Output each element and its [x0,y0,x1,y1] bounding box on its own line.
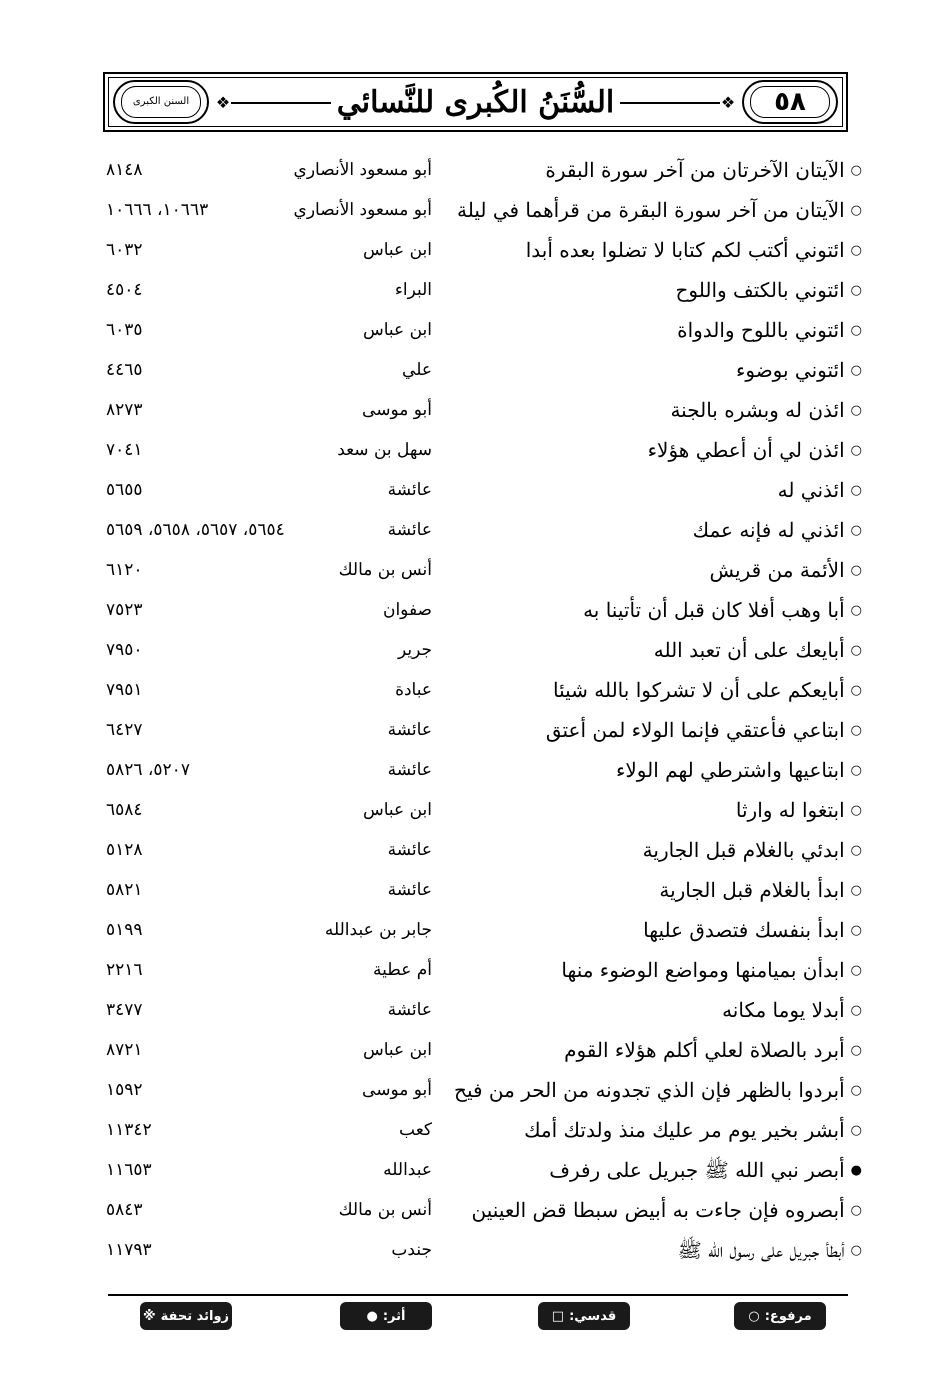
hadith-numbers: ٢٢١٦ [106,960,143,980]
hadith-numbers: ٥١٩٩ [106,920,143,940]
list-item [0,790,946,830]
hadith-text: ○ ابدأ بالغلام قبل الجارية [659,878,862,902]
open-circle-icon: ○ [748,1308,760,1324]
narrator: أم عطية [373,960,432,980]
list-item [0,1070,946,1110]
marfu-marker-icon: ○ [850,1042,862,1058]
narrator: عبادة [395,680,432,700]
narrator: جرير [398,640,432,660]
hadith-numbers: ١١٣٤٢ [106,1120,152,1140]
list-item [0,750,946,790]
narrator: سهل بن سعد [337,440,432,460]
marfu-marker-icon: ○ [850,1082,862,1098]
hadith-numbers: ٧٥٢٣ [106,600,143,620]
list-item [0,870,946,910]
list-item [0,910,946,950]
narrator: أبو مسعود الأنصاري [293,200,432,220]
narrator: ابن عباس [362,800,432,820]
hadith-numbers: ٥٦٥٤، ٥٦٥٧، ٥٦٥٨، ٥٦٥٩ [106,520,285,540]
narrator: أنس بن مالك [338,1200,432,1220]
marfu-marker-icon: ○ [850,642,862,658]
hadith-numbers: ٧٩٥٠ [106,640,143,660]
hadith-numbers: ٨١٤٨ [106,160,143,180]
hadith-numbers: ٧٠٤١ [106,440,143,460]
hadith-text: ○ أبصروه فإن جاءت به أبيض سبطا قض العينين [471,1198,862,1222]
narrator: ابن عباس [362,240,432,260]
asterisk-icon: ※ [142,1308,156,1324]
list-item [0,1190,946,1230]
hadith-text: ○ ابدأ بنفسك فتصدق عليها [643,918,862,942]
narrator: ابن عباس [362,1040,432,1060]
hadith-text: ○ أبشر بخير يوم مر عليك منذ ولدتك أمك [524,1118,862,1142]
hadith-numbers: ٦١٢٠ [106,560,143,580]
hadith-numbers: ١٠٦٦٣، ١٠٦٦٦ [106,200,209,220]
page-number-medallion [742,80,838,124]
list-item [0,150,946,190]
list-item [0,590,946,630]
list-item [0,1150,946,1190]
ornament-icon: ❖ [215,92,231,112]
narrator: كعب [399,1120,432,1140]
hadith-numbers: ٦٤٢٧ [106,720,143,740]
footer-rule [108,1294,848,1296]
hadith-text: ○ ابدأن بميامنها ومواضع الوضوء منها [561,958,862,982]
marfu-marker-icon: ○ [850,282,862,298]
hadith-text: ○ الآيتان الآخرتان من آخر سورة البقرة [545,158,862,182]
marfu-marker-icon: ○ [850,522,862,538]
hadith-text: ○ ابتاعيها واشترطي لهم الولاء [616,758,862,782]
page-number: ٥٨ [774,87,806,117]
hadith-text: ○ ائتوني أكتب لكم كتابا لا تضلوا بعده أبدا [525,238,862,262]
hadith-numbers: ٦٠٣٢ [106,240,143,260]
hadith-numbers: ١١٧٩٣ [106,1240,152,1260]
marfu-marker-icon: ○ [850,882,862,898]
hadith-numbers: ٨٢٧٣ [106,400,143,420]
narrator: أبو مسعود الأنصاري [293,160,432,180]
marfu-marker-icon: ○ [850,482,862,498]
hadith-numbers: ٥٨٤٣ [106,1200,143,1220]
hadith-text: ○ أبدلا يوما مكانه [722,998,862,1022]
list-item [0,630,946,670]
hadith-text: ○ ائذني له [777,478,862,502]
list-item [0,1030,946,1070]
hadith-numbers: ٦٠٣٥ [106,320,143,340]
hadith-text: ○ الآيتان من آخر سورة البقرة من قرأهما في ليلة [457,198,862,222]
legend-zawaid [140,1302,232,1330]
narrator: عائشة [387,520,432,540]
list-item [0,550,946,590]
narrator: عائشة [387,840,432,860]
narrator: عبدالله [383,1160,432,1180]
legend-label: أثر: [382,1308,406,1324]
marfu-marker-icon: ○ [850,762,862,778]
narrator: جابر بن عبدالله [324,920,432,940]
hadith-text: ○ الأئمة من قريش [709,558,862,582]
list-item [0,430,946,470]
marfu-marker-icon: ○ [850,1202,862,1218]
hadith-numbers: ٧٩٥١ [106,680,143,700]
marfu-marker-icon: ○ [850,242,862,258]
marfu-marker-icon: ○ [850,362,862,378]
list-item [0,310,946,350]
hadith-text: ○ ائذن لي أن أعطي هؤلاء [647,438,862,462]
narrator: ابن عباس [362,320,432,340]
page-header [103,72,848,132]
hadith-numbers: ١٥٩٢ [106,1080,143,1100]
hadith-text: ○ أبرد بالصلاة لعلي أكلم هؤلاء القوم [564,1038,862,1062]
list-item [0,390,946,430]
narrator: جندب [391,1240,432,1260]
hadith-numbers: ١١٦٥٣ [106,1160,152,1180]
list-item [0,190,946,230]
marfu-marker-icon: ○ [850,922,862,938]
list-item [0,510,946,550]
list-item [0,1110,946,1150]
ornament-icon: ❖ [720,92,736,112]
list-item [0,230,946,270]
legend-label: قدسي: [569,1308,617,1324]
list-item [0,270,946,310]
hadith-text: ○ أبا وهب أفلا كان قبل أن تأتينا به [583,598,862,622]
marfu-marker-icon: ○ [850,162,862,178]
hadith-text: ● أبصر نبي الله ﷺ جبريل على رفرف [549,1158,862,1182]
hadith-numbers: ٥٦٥٥ [106,480,143,500]
narrator: عائشة [387,480,432,500]
marfu-marker-icon: ○ [850,682,862,698]
hadith-text: ○ أبردوا بالظهر فإن الذي تجدونه من الحر من فيح [454,1078,862,1102]
hadith-text: ○ ائتوني بوضوء [735,358,862,382]
hadith-numbers: ٥١٢٨ [106,840,143,860]
list-item [0,670,946,710]
narrator: عائشة [387,760,432,780]
book-emblem [113,80,209,124]
narrator: علي [402,360,432,380]
hadith-text: ○ ائتوني بالكتف واللوح [675,278,862,302]
hadith-text: ○ ابتاعي فأعتقي فإنما الولاء لمن أعتق [545,718,862,742]
narrator: عائشة [387,1000,432,1020]
list-item [0,950,946,990]
hadith-text: ○ ابتغوا له وارثا [735,798,862,822]
athar-marker-icon: ● [850,1162,862,1178]
marfu-marker-icon: ○ [850,602,862,618]
emblem-text: السنن الكبرى [132,96,190,107]
narrator: عائشة [387,880,432,900]
marfu-marker-icon: ○ [850,802,862,818]
marfu-marker-icon: ○ [850,322,862,338]
hadith-text: ○ ائذن له وبشره بالجنة [670,398,862,422]
square-icon: □ [551,1308,565,1324]
list-item [0,830,946,870]
legend-qudsi [538,1302,630,1330]
legend-athar [340,1302,432,1330]
marfu-marker-icon: ○ [850,562,862,578]
narrator: البراء [394,280,432,300]
hadith-numbers: ٨٧٢١ [106,1040,143,1060]
marfu-marker-icon: ○ [850,722,862,738]
marfu-marker-icon: ○ [850,442,862,458]
marfu-marker-icon: ○ [850,1002,862,1018]
hadith-text: ○ أبطأ جبريل على رسول الله ﷺ [677,1238,862,1262]
hadith-text: ○ أبايعك على أن تعبد الله [653,638,862,662]
hadith-numbers: ٤٤٦٥ [106,360,143,380]
hadith-text: ○ ائتوني باللوح والدواة [677,318,862,342]
legend-label: زوائد تحفة [160,1308,230,1324]
list-item [0,710,946,750]
hadith-text: ○ ائذني له فإنه عمك [692,518,862,542]
list-item [0,1230,946,1270]
hadith-text: ○ أبايعكم على أن لا تشركوا بالله شيئا [552,678,862,702]
hadith-numbers: ٥٨٢١ [106,880,143,900]
book-title: السُّنَنُ الكُبرى للنَّسائي [336,84,615,120]
marfu-marker-icon: ○ [850,202,862,218]
hadith-numbers: ٤٥٠٤ [106,280,143,300]
narrator: عائشة [387,720,432,740]
list-item [0,470,946,510]
marfu-marker-icon: ○ [850,1242,862,1258]
hadith-text: ○ ابدئي بالغلام قبل الجارية [642,838,862,862]
filled-circle-icon: ● [366,1308,378,1324]
marfu-marker-icon: ○ [850,1122,862,1138]
list-item [0,990,946,1030]
narrator: أنس بن مالك [338,560,432,580]
narrator: صفوان [382,600,432,620]
narrator: أبو موسى [362,400,432,420]
hadith-numbers: ٥٢٠٧، ٥٨٢٦ [106,760,190,780]
narrator: أبو موسى [362,1080,432,1100]
hadith-numbers: ٦٥٨٤ [106,800,143,820]
legend-marfu [734,1302,826,1330]
marfu-marker-icon: ○ [850,842,862,858]
legend-label: مرفوع: [764,1308,812,1324]
hadith-numbers: ٣٤٧٧ [106,1000,143,1020]
list-item [0,350,946,390]
marfu-marker-icon: ○ [850,962,862,978]
marfu-marker-icon: ○ [850,402,862,418]
